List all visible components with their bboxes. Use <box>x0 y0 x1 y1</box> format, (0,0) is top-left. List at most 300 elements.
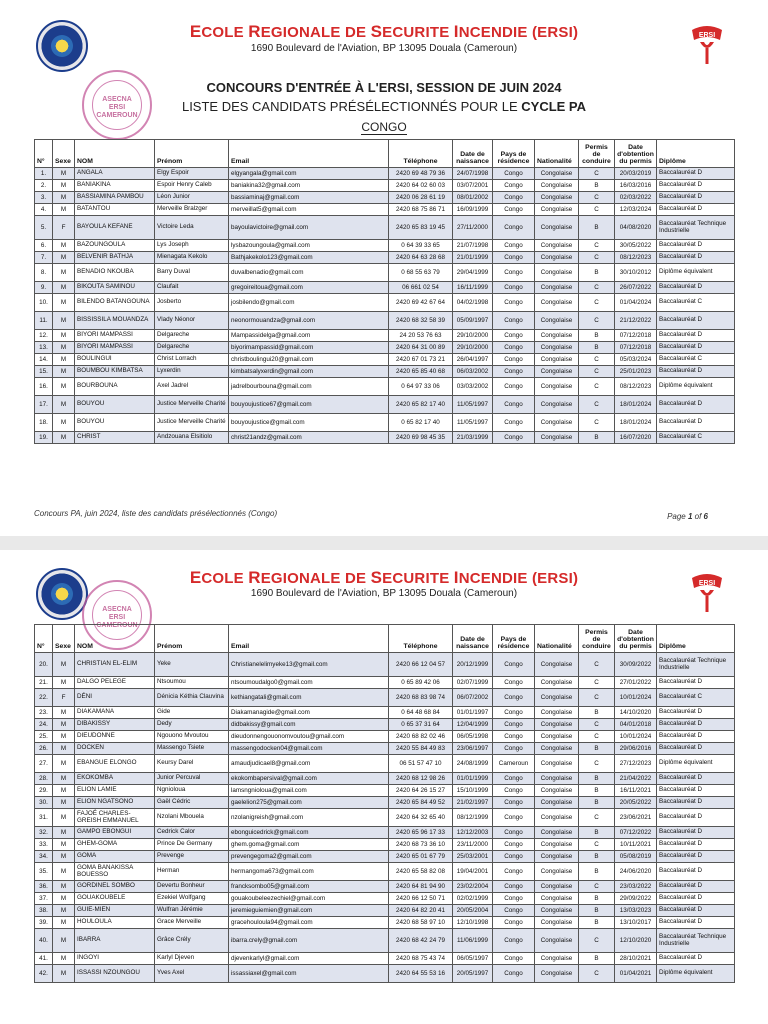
cell-nationalite: Congolaise <box>535 953 579 965</box>
table-row <box>35 378 735 396</box>
cell-date-obtention: 13/10/2017 <box>615 917 657 929</box>
cell-date-obtention: 07/12/2018 <box>615 342 657 354</box>
cell-nationalite: Congolaise <box>535 312 579 330</box>
cell-telephone: 2420 64 02 60 03 <box>389 180 453 192</box>
cell-num: 35. <box>35 863 53 881</box>
cell-diplome: Baccalauréat Technique Industrielle <box>657 929 735 953</box>
cell-num: 33. <box>35 839 53 851</box>
cell-nationalite: Congolaise <box>535 204 579 216</box>
cell-date-naissance: 06/07/2002 <box>453 689 493 707</box>
cell-diplome: Baccalauréat D <box>657 809 735 827</box>
cell-nationalite: Congolaise <box>535 192 579 204</box>
cell-email: lamsngnioloua@gmail.com <box>229 785 389 797</box>
cell-num: 3. <box>35 192 53 204</box>
cell-date-naissance: 12/10/1998 <box>453 917 493 929</box>
col-sexe: Sexe <box>53 625 75 653</box>
cell-permis: C <box>579 414 615 432</box>
cell-nationalite: Congolaise <box>535 929 579 953</box>
col-nom: NOM <box>75 625 155 653</box>
cell-telephone: 2420 65 58 82 08 <box>389 863 453 881</box>
cell-pays: Congo <box>493 743 535 755</box>
cell-date-obtention: 30/09/2022 <box>615 653 657 677</box>
cell-date-obtention: 23/03/2022 <box>615 881 657 893</box>
cell-date-obtention: 10/01/2024 <box>615 689 657 707</box>
cell-email: kimbatsalyxerdin@gmail.com <box>229 366 389 378</box>
table-row <box>35 785 735 797</box>
cell-pays: Congo <box>493 294 535 312</box>
cell-pays: Congo <box>493 881 535 893</box>
table-row <box>35 719 735 731</box>
cell-nationalite: Congolaise <box>535 414 579 432</box>
cell-pays: Congo <box>493 929 535 953</box>
cell-date-naissance: 25/03/2001 <box>453 851 493 863</box>
cell-nationalite: Congolaise <box>535 707 579 719</box>
cell-telephone: 2420 65 01 67 79 <box>389 851 453 863</box>
cell-nom: DÉNI <box>75 689 155 707</box>
school-address: 1690 Boulevard de l'Aviation, BP 13095 Douala (Cameroun) <box>250 588 518 599</box>
table-row <box>35 432 735 444</box>
cell-date-naissance: 21/02/1997 <box>453 797 493 809</box>
cell-permis: C <box>579 312 615 330</box>
candidates-table-page-2 <box>34 624 735 983</box>
cell-sexe: M <box>53 773 75 785</box>
cell-nationalite: Congolaise <box>535 689 579 707</box>
cell-date-naissance: 06/05/1997 <box>453 953 493 965</box>
cell-email: lysbazoungoula@gmail.com <box>229 240 389 252</box>
cell-date-naissance: 04/02/1998 <box>453 294 493 312</box>
school-address: 1690 Boulevard de l'Aviation, BP 13095 Douala (Cameroun) <box>250 43 518 54</box>
cell-email: josbilendo@gmail.com <box>229 294 389 312</box>
table-row <box>35 839 735 851</box>
col-permis: Permis de conduire <box>579 140 615 168</box>
cell-diplome: Baccalauréat D <box>657 312 735 330</box>
cell-num: 18. <box>35 414 53 432</box>
cell-permis: C <box>579 719 615 731</box>
table-row <box>35 180 735 192</box>
table-row <box>35 905 735 917</box>
cell-diplome: Baccalauréat Technique Industrielle <box>657 653 735 677</box>
cell-prenom: Karlyl Djeven <box>155 953 229 965</box>
svg-text:ERSI: ERSI <box>698 580 716 587</box>
cell-telephone: 06 661 02 54 <box>389 282 453 294</box>
cell-sexe: M <box>53 809 75 827</box>
table-row <box>35 881 735 893</box>
table-row <box>35 893 735 905</box>
cell-email: duvalbenadio@gmail.com <box>229 264 389 282</box>
cell-num: 19. <box>35 432 53 444</box>
cell-sexe: M <box>53 797 75 809</box>
cell-prenom: Merveille Bralzger <box>155 204 229 216</box>
cell-num: 17. <box>35 396 53 414</box>
cell-date-obtention: 16/03/2016 <box>615 180 657 192</box>
cell-sexe: M <box>53 893 75 905</box>
cell-sexe: M <box>53 312 75 330</box>
cell-permis: B <box>579 180 615 192</box>
table-row <box>35 282 735 294</box>
cell-date-obtention: 01/04/2021 <box>615 965 657 983</box>
table-row <box>35 168 735 180</box>
cell-diplome: Baccalauréat D <box>657 180 735 192</box>
table-row <box>35 773 735 785</box>
cell-permis: C <box>579 809 615 827</box>
cell-prenom: Ntsoumou <box>155 677 229 689</box>
cell-nom: GOMA <box>75 851 155 863</box>
cell-pays: Congo <box>493 653 535 677</box>
cell-prenom: Massengo Tsiete <box>155 743 229 755</box>
cell-email: dieudonnengouonomvoutou@gmail.com <box>229 731 389 743</box>
cell-prenom: Léon Junior <box>155 192 229 204</box>
list-subtitle: LISTE DES CANDIDATS PRÉSÉLECTIONNÉS POUR LE CYCLE PA <box>181 99 587 114</box>
cell-telephone: 2420 68 82 02 46 <box>389 731 453 743</box>
cell-sexe: M <box>53 204 75 216</box>
cell-nationalite: Congolaise <box>535 653 579 677</box>
cell-nationalite: Congolaise <box>535 851 579 863</box>
cell-permis: C <box>579 294 615 312</box>
cell-num: 5. <box>35 216 53 240</box>
cell-telephone: 2420 66 12 50 71 <box>389 893 453 905</box>
cell-num: 11. <box>35 312 53 330</box>
table-row <box>35 863 735 881</box>
cell-num: 2. <box>35 180 53 192</box>
col-num: N° <box>35 625 53 653</box>
cell-num: 23. <box>35 707 53 719</box>
cell-date-obtention: 07/12/2022 <box>615 827 657 839</box>
cell-prenom: Justice Merveille Charité <box>155 414 229 432</box>
cell-email: biyorimampassid@gmail.com <box>229 342 389 354</box>
table-header-row <box>35 625 735 653</box>
cell-telephone: 2420 68 58 97 10 <box>389 917 453 929</box>
cell-pays: Congo <box>493 354 535 366</box>
cell-nationalite: Congolaise <box>535 677 579 689</box>
cell-date-naissance: 21/07/1998 <box>453 240 493 252</box>
cell-pays: Congo <box>493 180 535 192</box>
cell-prenom: Justice Merveille Charité <box>155 396 229 414</box>
cell-pays: Congo <box>493 797 535 809</box>
cell-nom: CHRISTIAN EL-ELIM <box>75 653 155 677</box>
cell-email: bayoulavictoire@gmail.com <box>229 216 389 240</box>
cell-email: issassiaxel@gmail.com <box>229 965 389 983</box>
cell-prenom: Prince De Germany <box>155 839 229 851</box>
cell-prenom: Dénicia Kéthia Clauvina <box>155 689 229 707</box>
cell-pays: Congo <box>493 851 535 863</box>
cell-email: bouyoujustice@gmail.com <box>229 414 389 432</box>
cell-prenom: Dedy <box>155 719 229 731</box>
cell-nationalite: Congolaise <box>535 354 579 366</box>
cell-prenom: Delgareche <box>155 342 229 354</box>
cell-sexe: M <box>53 731 75 743</box>
col-diplome: Diplôme <box>657 625 735 653</box>
cell-num: 12. <box>35 330 53 342</box>
cell-nom: BELVENIR BATHJA <box>75 252 155 264</box>
svg-text:ERSI: ERSI <box>698 32 716 39</box>
cell-prenom: Elgy Espoir <box>155 168 229 180</box>
cell-sexe: M <box>53 785 75 797</box>
table-row <box>35 917 735 929</box>
cell-diplome: Baccalauréat D <box>657 827 735 839</box>
cell-date-naissance: 03/03/2002 <box>453 378 493 396</box>
cell-num: 15. <box>35 366 53 378</box>
cell-diplome: Baccalauréat D <box>657 773 735 785</box>
cell-nom: ELION NGATSONO <box>75 797 155 809</box>
table-row <box>35 965 735 983</box>
cell-date-naissance: 24/07/1998 <box>453 168 493 180</box>
cell-diplome: Baccalauréat C <box>657 689 735 707</box>
cell-nom: DIBAKISSY <box>75 719 155 731</box>
col-telephone: Téléphone <box>389 140 453 168</box>
cell-email: gracehouloula94@gmail.com <box>229 917 389 929</box>
cell-diplome: Baccalauréat D <box>657 797 735 809</box>
cell-telephone: 2420 64 81 94 90 <box>389 881 453 893</box>
cell-pays: Congo <box>493 282 535 294</box>
cell-email: ibarra.crely@gmail.com <box>229 929 389 953</box>
cell-diplome: Baccalauréat D <box>657 953 735 965</box>
cell-pays: Congo <box>493 917 535 929</box>
cell-sexe: M <box>53 653 75 677</box>
cell-permis: C <box>579 653 615 677</box>
cell-sexe: M <box>53 282 75 294</box>
cell-permis: C <box>579 689 615 707</box>
cell-permis: C <box>579 240 615 252</box>
cell-num: 9. <box>35 282 53 294</box>
cell-nationalite: Congolaise <box>535 755 579 773</box>
cell-prenom: Yves Axel <box>155 965 229 983</box>
cell-date-obtention: 16/07/2020 <box>615 432 657 444</box>
cell-pays: Congo <box>493 378 535 396</box>
table-row <box>35 192 735 204</box>
cell-nom: ANGALA <box>75 168 155 180</box>
cell-prenom: Ezekiel Wolfgang <box>155 893 229 905</box>
cell-date-obtention: 07/12/2018 <box>615 330 657 342</box>
cell-pays: Congo <box>493 905 535 917</box>
cell-email: elgyangala@gmail.com <box>229 168 389 180</box>
cell-num: 22. <box>35 689 53 707</box>
cell-diplome: Baccalauréat D <box>657 707 735 719</box>
cell-permis: B <box>579 773 615 785</box>
cell-date-naissance: 29/10/2000 <box>453 330 493 342</box>
cell-telephone: 2420 64 31 00 89 <box>389 342 453 354</box>
cell-permis: B <box>579 432 615 444</box>
cell-num: 29. <box>35 785 53 797</box>
table-row <box>35 851 735 863</box>
cell-sexe: M <box>53 953 75 965</box>
cell-sexe: M <box>53 719 75 731</box>
document-page-2 <box>0 550 768 1024</box>
cell-prenom: Josberto <box>155 294 229 312</box>
cell-nom: CHRIST <box>75 432 155 444</box>
col-prenom: Prénom <box>155 140 229 168</box>
table-row <box>35 312 735 330</box>
cell-diplome: Baccalauréat C <box>657 354 735 366</box>
cell-diplome: Baccalauréat D <box>657 330 735 342</box>
cell-permis: C <box>579 677 615 689</box>
cell-email: ghem.goma@gmail.com <box>229 839 389 851</box>
cell-date-obtention: 12/03/2024 <box>615 204 657 216</box>
cell-permis: C <box>579 881 615 893</box>
cell-num: 14. <box>35 354 53 366</box>
cell-sexe: F <box>53 216 75 240</box>
table-row <box>35 743 735 755</box>
cell-permis: B <box>579 797 615 809</box>
table-row <box>35 414 735 432</box>
cell-num: 21. <box>35 677 53 689</box>
cell-email: bouyoujustice67@gmail.com <box>229 396 389 414</box>
cell-nom: DIEUDONNE <box>75 731 155 743</box>
cell-permis: C <box>579 396 615 414</box>
cell-sexe: M <box>53 354 75 366</box>
cell-nationalite: Congolaise <box>535 893 579 905</box>
cell-date-naissance: 19/04/2001 <box>453 863 493 881</box>
cell-prenom: Wulfran Jérémie <box>155 905 229 917</box>
cell-pays: Congo <box>493 264 535 282</box>
col-telephone: Téléphone <box>389 625 453 653</box>
cell-pays: Congo <box>493 252 535 264</box>
cell-date-naissance: 02/02/1999 <box>453 893 493 905</box>
cell-sexe: M <box>53 342 75 354</box>
cell-nom: BOUYOU <box>75 396 155 414</box>
cell-num: 16. <box>35 378 53 396</box>
cell-sexe: M <box>53 192 75 204</box>
cell-telephone: 0 65 82 17 40 <box>389 414 453 432</box>
cell-permis: B <box>579 827 615 839</box>
cell-email: jadrelbourbouna@gmail.com <box>229 378 389 396</box>
cell-pays: Congo <box>493 827 535 839</box>
cell-permis: C <box>579 204 615 216</box>
cell-permis: C <box>579 192 615 204</box>
school-name: ECOLE REGIONALE DE SECURITE INCENDIE (ERSI) <box>189 22 579 41</box>
table-row <box>35 252 735 264</box>
cell-pays: Congo <box>493 192 535 204</box>
cell-pays: Congo <box>493 216 535 240</box>
cell-nom: BASSIAMINA PAMBOU <box>75 192 155 204</box>
cell-pays: Congo <box>493 839 535 851</box>
cell-date-naissance: 12/04/1999 <box>453 719 493 731</box>
cell-pays: Congo <box>493 168 535 180</box>
cell-num: 36. <box>35 881 53 893</box>
cell-num: 37. <box>35 893 53 905</box>
cell-permis: B <box>579 743 615 755</box>
cell-date-obtention: 27/12/2023 <box>615 755 657 773</box>
cell-sexe: M <box>53 905 75 917</box>
cell-nationalite: Congolaise <box>535 216 579 240</box>
cell-num: 40. <box>35 929 53 953</box>
cell-prenom: Herman <box>155 863 229 881</box>
cell-email: gouakoubeleezechiel@gmail.com <box>229 893 389 905</box>
cell-email: kethiangatali@gmail.com <box>229 689 389 707</box>
cell-telephone: 0 64 97 33 06 <box>389 378 453 396</box>
cell-diplome: Baccalauréat D <box>657 893 735 905</box>
cell-nationalite: Congolaise <box>535 378 579 396</box>
table-row <box>35 330 735 342</box>
cell-diplome: Diplôme équivalent <box>657 965 735 983</box>
cell-prenom: Delgareche <box>155 330 229 342</box>
cell-date-obtention: 20/05/2022 <box>615 797 657 809</box>
cell-date-obtention: 04/01/2018 <box>615 719 657 731</box>
cell-num: 8. <box>35 264 53 282</box>
cell-telephone: 2420 68 75 86 71 <box>389 204 453 216</box>
cell-nationalite: Congolaise <box>535 240 579 252</box>
cell-telephone: 0 68 55 63 79 <box>389 264 453 282</box>
cell-nationalite: Congolaise <box>535 827 579 839</box>
cell-sexe: M <box>53 330 75 342</box>
cell-date-naissance: 06/05/1998 <box>453 731 493 743</box>
cell-date-naissance: 23/06/1997 <box>453 743 493 755</box>
table-row <box>35 731 735 743</box>
cell-nom: BATANTOU <box>75 204 155 216</box>
cell-diplome: Baccalauréat D <box>657 366 735 378</box>
cell-nationalite: Congolaise <box>535 366 579 378</box>
cell-telephone: 2420 68 73 36 10 <box>389 839 453 851</box>
cell-diplome: Baccalauréat D <box>657 881 735 893</box>
cell-permis: B <box>579 707 615 719</box>
cell-telephone: 2420 64 32 65 40 <box>389 809 453 827</box>
cell-prenom: Claufait <box>155 282 229 294</box>
cell-telephone: 2420 67 01 73 21 <box>389 354 453 366</box>
cell-sexe: M <box>53 755 75 773</box>
cell-diplome: Baccalauréat D <box>657 839 735 851</box>
cell-email: Mampassidelga@gmail.com <box>229 330 389 342</box>
cell-email: hermangoma673@gmail.com <box>229 863 389 881</box>
cell-num: 30. <box>35 797 53 809</box>
cell-email: ntsoumoudalgo0@gmail.com <box>229 677 389 689</box>
table-row <box>35 216 735 240</box>
cell-date-obtention: 13/03/2023 <box>615 905 657 917</box>
col-email: Email <box>229 625 389 653</box>
cell-diplome: Diplôme équivalent <box>657 755 735 773</box>
col-date-obtention: Date d'obtention du permis <box>615 625 657 653</box>
table-row <box>35 396 735 414</box>
cell-date-naissance: 11/06/1999 <box>453 929 493 953</box>
cell-date-obtention: 05/08/2019 <box>615 851 657 863</box>
cell-pays: Congo <box>493 953 535 965</box>
cell-date-obtention: 23/06/2021 <box>615 809 657 827</box>
cell-num: 27. <box>35 755 53 773</box>
cell-sexe: F <box>53 689 75 707</box>
cell-telephone: 0 65 37 31 64 <box>389 719 453 731</box>
cell-nom: GOUAKOUBELE <box>75 893 155 905</box>
col-email: Email <box>229 140 389 168</box>
cell-email: amaudjudicael8@gmail.com <box>229 755 389 773</box>
cell-telephone: 2420 06 28 61 19 <box>389 192 453 204</box>
cell-num: 24. <box>35 719 53 731</box>
cell-num: 42. <box>35 965 53 983</box>
cell-telephone: 2420 68 12 98 26 <box>389 773 453 785</box>
cell-pays: Congo <box>493 707 535 719</box>
table-row <box>35 707 735 719</box>
cell-nom: BAYOULA KEFANE <box>75 216 155 240</box>
cell-sexe: M <box>53 917 75 929</box>
cell-date-obtention: 28/10/2021 <box>615 953 657 965</box>
cell-telephone: 0 64 48 68 84 <box>389 707 453 719</box>
ersi-logo <box>690 24 724 68</box>
cell-pays: Congo <box>493 893 535 905</box>
cell-prenom: Devertu Bonheur <box>155 881 229 893</box>
cell-num: 20. <box>35 653 53 677</box>
cell-permis: C <box>579 378 615 396</box>
cell-date-naissance: 27/11/2000 <box>453 216 493 240</box>
cell-nom: BOULINGUI <box>75 354 155 366</box>
cell-date-obtention: 21/04/2022 <box>615 773 657 785</box>
table-row <box>35 240 735 252</box>
cell-telephone: 2420 65 96 17 33 <box>389 827 453 839</box>
cell-date-naissance: 08/01/2002 <box>453 192 493 204</box>
cell-email: ekokombapersival@gmail.com <box>229 773 389 785</box>
cell-telephone: 2420 64 55 53 16 <box>389 965 453 983</box>
cell-pays: Congo <box>493 240 535 252</box>
school-name: ECOLE REGIONALE DE SECURITE INCENDIE (ERSI) <box>189 568 579 587</box>
cell-email: neonormouandza@gmail.com <box>229 312 389 330</box>
cell-telephone: 2420 65 85 40 68 <box>389 366 453 378</box>
cell-nom: BILENDO BATANGOUNA <box>75 294 155 312</box>
